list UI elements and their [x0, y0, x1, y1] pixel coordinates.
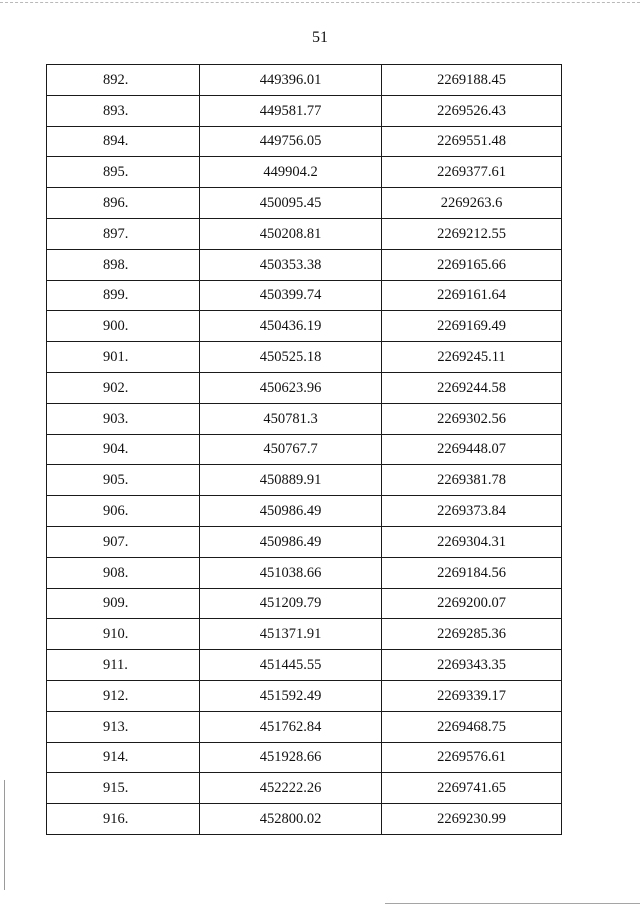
table-row	[47, 311, 562, 342]
table-row	[47, 126, 562, 157]
x-coordinate-cell: 450399.74	[200, 280, 382, 311]
y-coordinate-cell: 2269448.07	[382, 434, 562, 465]
y-coordinate-cell: 2269169.49	[382, 311, 562, 342]
x-coordinate-cell: 450781.3	[200, 403, 382, 434]
x-coordinate-cell: 451928.66	[200, 742, 382, 773]
left-edge-rule	[4, 780, 5, 890]
table-row	[47, 342, 562, 373]
x-coordinate-cell: 450767.7	[200, 434, 382, 465]
x-coordinate-cell: 450986.49	[200, 526, 382, 557]
top-edge-rule	[0, 2, 640, 3]
y-coordinate-cell: 2269377.61	[382, 157, 562, 188]
table-row	[47, 434, 562, 465]
x-coordinate-cell: 450353.38	[200, 249, 382, 280]
x-coordinate-cell: 450986.49	[200, 496, 382, 527]
x-coordinate-cell: 451038.66	[200, 557, 382, 588]
point-number-cell: 908.	[47, 557, 200, 588]
y-coordinate-cell: 2269165.66	[382, 249, 562, 280]
coordinates-table	[46, 64, 562, 835]
point-number-cell: 903.	[47, 403, 200, 434]
table-row	[47, 742, 562, 773]
y-coordinate-cell: 2269304.31	[382, 526, 562, 557]
bottom-edge-rule	[385, 903, 640, 904]
y-coordinate-cell: 2269302.56	[382, 403, 562, 434]
point-number-cell: 900.	[47, 311, 200, 342]
table-row	[47, 465, 562, 496]
table-row	[47, 249, 562, 280]
y-coordinate-cell: 2269245.11	[382, 342, 562, 373]
y-coordinate-cell: 2269343.35	[382, 650, 562, 681]
coordinates-table-body	[47, 65, 562, 835]
y-coordinate-cell: 2269576.61	[382, 742, 562, 773]
table-row	[47, 218, 562, 249]
x-coordinate-cell: 449581.77	[200, 95, 382, 126]
point-number-cell: 901.	[47, 342, 200, 373]
table-row	[47, 804, 562, 835]
y-coordinate-cell: 2269200.07	[382, 588, 562, 619]
point-number-cell: 892.	[47, 65, 200, 96]
point-number-cell: 906.	[47, 496, 200, 527]
table-row	[47, 372, 562, 403]
point-number-cell: 915.	[47, 773, 200, 804]
x-coordinate-cell: 449396.01	[200, 65, 382, 96]
point-number-cell: 894.	[47, 126, 200, 157]
point-number-cell: 909.	[47, 588, 200, 619]
table-row	[47, 65, 562, 96]
x-coordinate-cell: 450208.81	[200, 218, 382, 249]
point-number-cell: 893.	[47, 95, 200, 126]
table-row	[47, 496, 562, 527]
x-coordinate-cell: 451445.55	[200, 650, 382, 681]
point-number-cell: 898.	[47, 249, 200, 280]
point-number-cell: 907.	[47, 526, 200, 557]
x-coordinate-cell: 450525.18	[200, 342, 382, 373]
y-coordinate-cell: 2269263.6	[382, 188, 562, 219]
y-coordinate-cell: 2269285.36	[382, 619, 562, 650]
point-number-cell: 913.	[47, 711, 200, 742]
x-coordinate-cell: 451371.91	[200, 619, 382, 650]
point-number-cell: 916.	[47, 804, 200, 835]
y-coordinate-cell: 2269551.48	[382, 126, 562, 157]
y-coordinate-cell: 2269244.58	[382, 372, 562, 403]
point-number-cell: 895.	[47, 157, 200, 188]
point-number-cell: 911.	[47, 650, 200, 681]
x-coordinate-cell: 451762.84	[200, 711, 382, 742]
x-coordinate-cell: 452800.02	[200, 804, 382, 835]
table-row	[47, 526, 562, 557]
x-coordinate-cell: 450889.91	[200, 465, 382, 496]
point-number-cell: 910.	[47, 619, 200, 650]
table-row	[47, 588, 562, 619]
y-coordinate-cell: 2269230.99	[382, 804, 562, 835]
y-coordinate-cell: 2269339.17	[382, 680, 562, 711]
y-coordinate-cell: 2269526.43	[382, 95, 562, 126]
table-row	[47, 619, 562, 650]
point-number-cell: 896.	[47, 188, 200, 219]
x-coordinate-cell: 451592.49	[200, 680, 382, 711]
table-row	[47, 95, 562, 126]
y-coordinate-cell: 2269161.64	[382, 280, 562, 311]
point-number-cell: 912.	[47, 680, 200, 711]
table-row	[47, 403, 562, 434]
point-number-cell: 902.	[47, 372, 200, 403]
y-coordinate-cell: 2269468.75	[382, 711, 562, 742]
table-row	[47, 711, 562, 742]
table-row	[47, 773, 562, 804]
table-row	[47, 280, 562, 311]
x-coordinate-cell: 449904.2	[200, 157, 382, 188]
x-coordinate-cell: 451209.79	[200, 588, 382, 619]
y-coordinate-cell: 2269184.56	[382, 557, 562, 588]
x-coordinate-cell: 450436.19	[200, 311, 382, 342]
table-row	[47, 680, 562, 711]
point-number-cell: 897.	[47, 218, 200, 249]
point-number-cell: 905.	[47, 465, 200, 496]
y-coordinate-cell: 2269381.78	[382, 465, 562, 496]
x-coordinate-cell: 450623.96	[200, 372, 382, 403]
x-coordinate-cell: 452222.26	[200, 773, 382, 804]
point-number-cell: 914.	[47, 742, 200, 773]
table-row	[47, 650, 562, 681]
table-row	[47, 157, 562, 188]
point-number-cell: 904.	[47, 434, 200, 465]
y-coordinate-cell: 2269741.65	[382, 773, 562, 804]
y-coordinate-cell: 2269373.84	[382, 496, 562, 527]
y-coordinate-cell: 2269188.45	[382, 65, 562, 96]
x-coordinate-cell: 449756.05	[200, 126, 382, 157]
table-row	[47, 188, 562, 219]
table-row	[47, 557, 562, 588]
y-coordinate-cell: 2269212.55	[382, 218, 562, 249]
point-number-cell: 899.	[47, 280, 200, 311]
x-coordinate-cell: 450095.45	[200, 188, 382, 219]
page-number: 51	[312, 29, 328, 46]
